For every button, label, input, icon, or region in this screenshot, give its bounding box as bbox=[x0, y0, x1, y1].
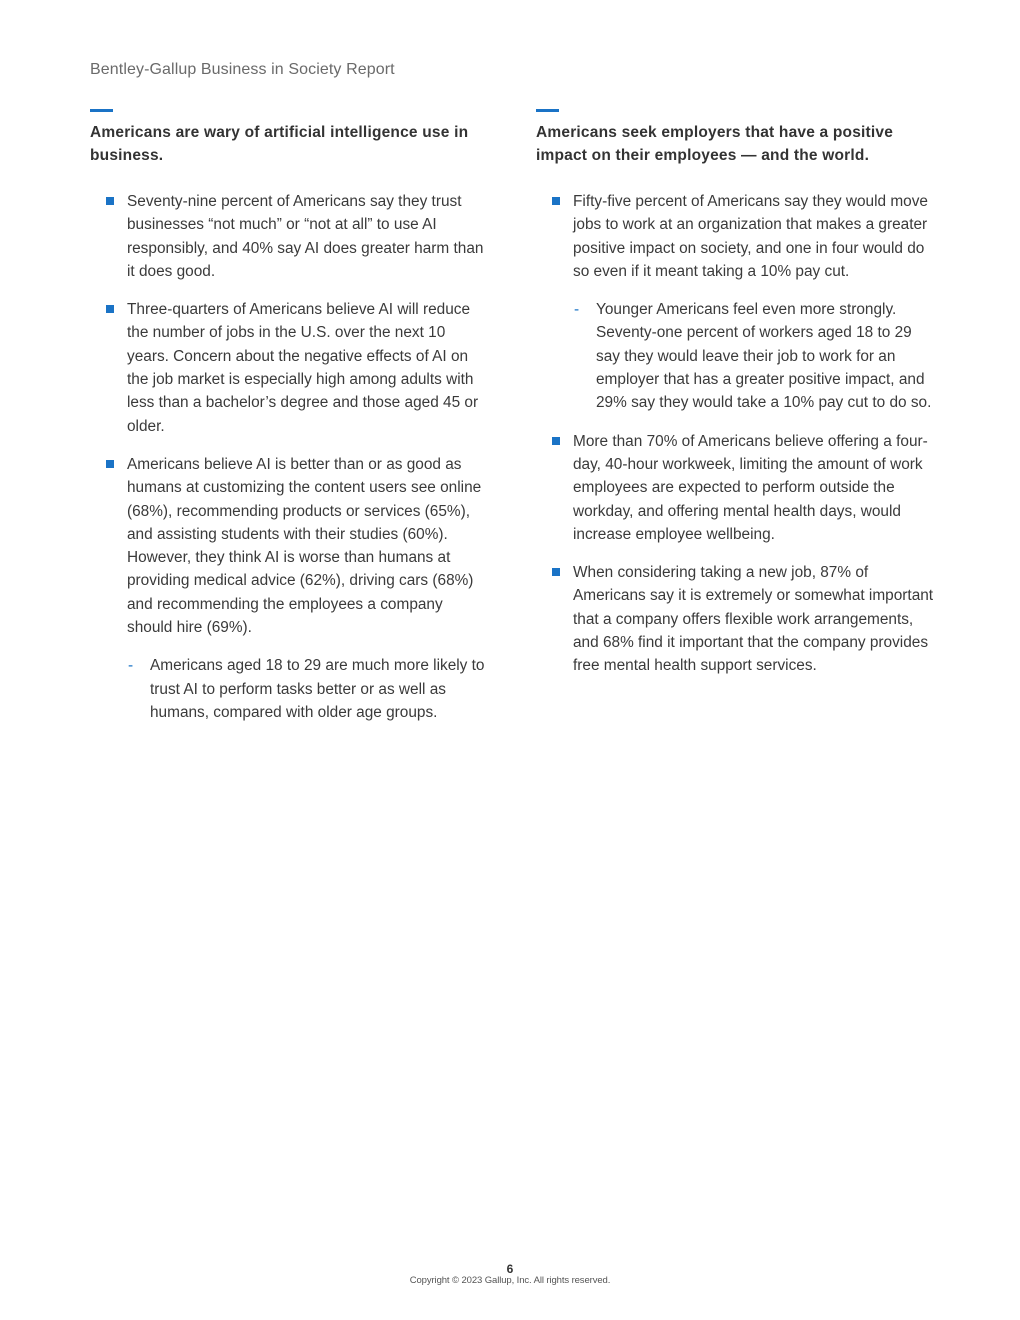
accent-bar bbox=[90, 109, 113, 112]
right-column bbox=[536, 109, 936, 693]
bullet-item bbox=[90, 298, 490, 438]
bullet-item bbox=[536, 190, 936, 415]
copyright-notice: Copyright © 2023 Gallup, Inc. All rights reserved. bbox=[409, 1275, 611, 1286]
sub-bullet-item bbox=[127, 654, 490, 724]
bullet-item bbox=[536, 561, 936, 677]
square-bullet-icon bbox=[106, 460, 114, 468]
sub-bullet-list bbox=[573, 298, 936, 414]
left-column bbox=[90, 109, 490, 739]
bullet-text: Seventy-nine percent of Americans say they trust businesses “not much” or “not at all” to use AI responsibly, and 40% say AI does greater harm than it does good. bbox=[127, 193, 484, 280]
section-heading: Americans seek employers that have a positive impact on their employees — and the world. bbox=[536, 124, 894, 164]
bullet-text: Americans believe AI is better than or as good as humans at customizing the content users see online (68%), recommending products or services (65%), and assisting students with their studies (60%). However, they think AI is worse than humans at providing medical advice (62%), driving cars (68%) and recommending the employees a company should hire (69%). bbox=[127, 455, 482, 637]
dash-marker: - bbox=[574, 301, 580, 319]
page-number: 6 bbox=[506, 1262, 514, 1276]
bullet-text: Fifty-five percent of Americans say they would move jobs to work at an organization that makes a greater positive impact on society, and one in four would do so even if it meant taking a 10% pay cut. bbox=[573, 193, 928, 280]
bullet-item bbox=[90, 453, 490, 724]
bullet-list bbox=[90, 190, 490, 724]
square-bullet-icon bbox=[106, 197, 114, 205]
sub-bullet-list bbox=[127, 654, 490, 724]
sub-bullet-text: Americans aged 18 to 29 are much more likely to trust AI to perform tasks better or as well as humans, compared with older age groups. bbox=[150, 657, 485, 721]
accent-bar bbox=[536, 109, 559, 112]
running-header: Bentley-Gallup Business in Society Report bbox=[90, 61, 395, 78]
square-bullet-icon bbox=[552, 568, 560, 576]
square-bullet-icon bbox=[552, 437, 560, 445]
dash-marker: - bbox=[128, 657, 134, 675]
sub-bullet-item bbox=[573, 298, 936, 414]
bullet-text: More than 70% of Americans believe offering a four-day, 40-hour workweek, limiting the amount of work employees are expected to perform outside the workday, and offering mental health days, would increase employee wellbeing. bbox=[573, 432, 928, 543]
sub-bullet-text: Younger Americans feel even more strongly. Seventy-one percent of workers aged 18 to 29 say they would leave their job to work for an employer that has a greater positive impact, and 29% say they would take a 10% pay cut to do so. bbox=[596, 301, 932, 412]
bullet-list bbox=[536, 190, 936, 678]
bullet-item bbox=[90, 190, 490, 283]
bullet-text: Three-quarters of Americans believe AI will reduce the number of jobs in the U.S. over the next 10 years. Concern about the negative effects of AI on the job market is especially high among adults with less than a bachelor’s degree and those aged 45 or older. bbox=[127, 301, 479, 435]
bullet-item bbox=[536, 430, 936, 546]
section-heading: Americans are wary of artificial intelligence use in business. bbox=[90, 124, 469, 164]
square-bullet-icon bbox=[552, 197, 560, 205]
bullet-text: When considering taking a new job, 87% of Americans say it is extremely or somewhat important that a company offers flexible work arrangements, and 68% find it important that the company provides free mental health support services. bbox=[573, 564, 934, 675]
square-bullet-icon bbox=[106, 305, 114, 313]
